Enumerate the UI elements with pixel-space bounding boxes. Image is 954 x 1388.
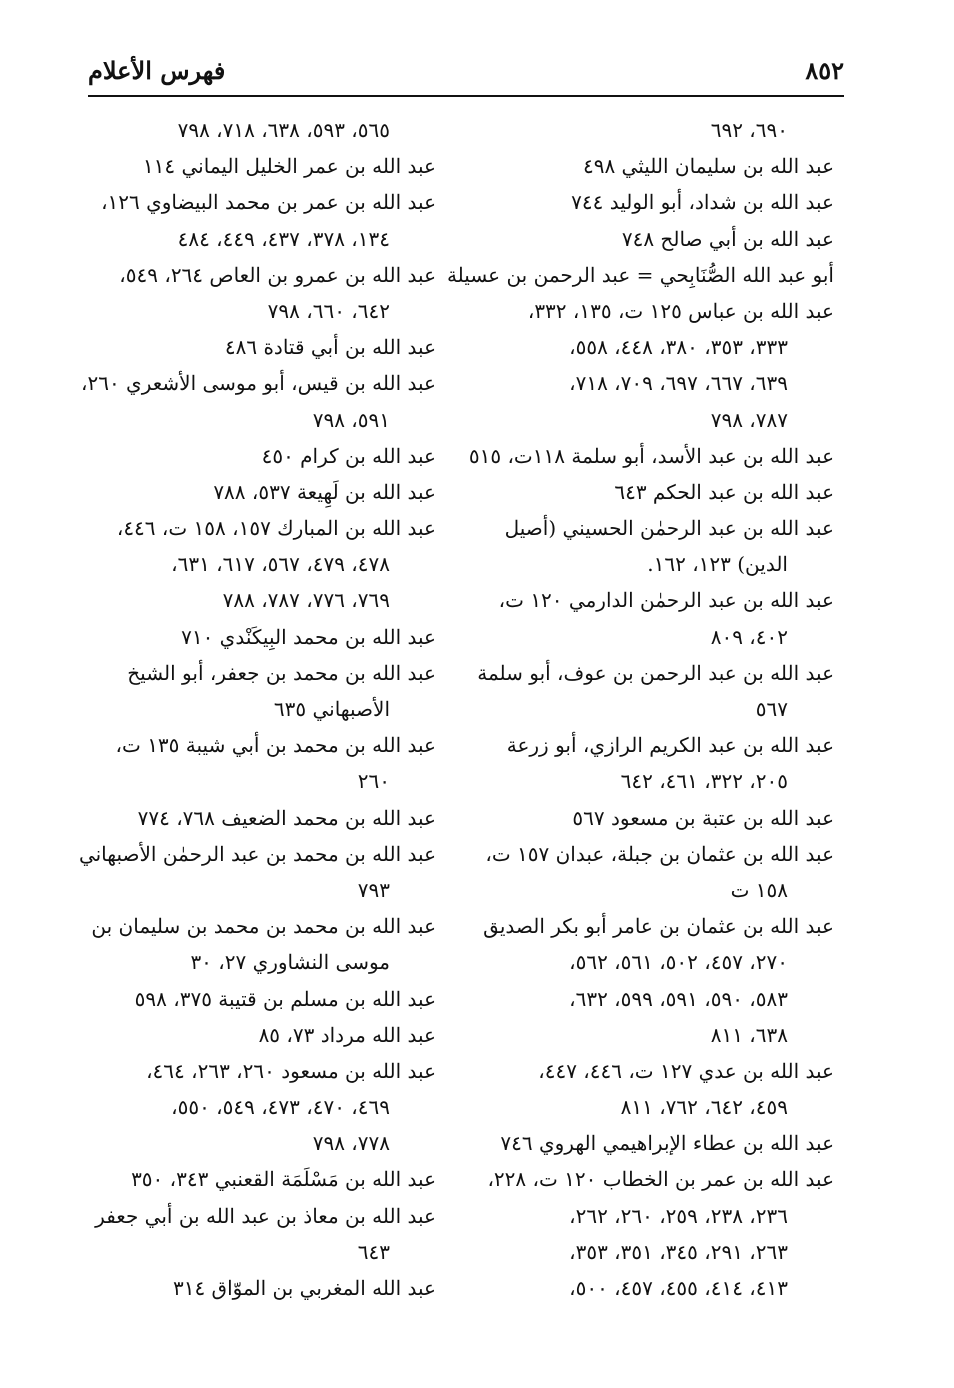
index-entry-continuation: ٢٦٣، ٢٩١، ٣٤٥، ٣٥١، ٣٥٣،	[569, 1239, 788, 1264]
index-entry: عبد الله بن مسلم بن قتيبة ٣٧٥، ٥٩٨	[134, 986, 436, 1011]
index-entry-continuation: ٤٧٨، ٤٧٩، ٥٦٧، ٦١٧، ٦٣١،	[171, 552, 390, 577]
index-entry: عبد الله بن محمد بن أبي شيبة ١٣٥ ت،	[115, 733, 436, 758]
index-entry-continuation: ٥٩١، ٧٩٨	[312, 407, 390, 432]
index-entry: عبد الله بن محمد بن جعفر، أبو الشيخ	[127, 660, 436, 685]
header-rule	[88, 95, 844, 97]
index-entry-continuation: الدين) ١٢٣، ١٦٢.	[647, 552, 788, 577]
index-entry: عبد الله بن مَسْلَمَة القعنبي ٣٤٣، ٣٥٠	[131, 1167, 436, 1192]
index-entry: عبد الله بن أبي قتادة ٤٨٦	[224, 335, 436, 360]
index-entry-continuation: ٣٣٣، ٣٥٣، ٣٨٠، ٤٤٨، ٥٥٨،	[569, 335, 788, 360]
page-number: ٨٥٢	[805, 56, 844, 85]
index-entry-continuation: ٥٦٥، ٥٩٣، ٦٣٨، ٧١٨، ٧٩٨	[177, 118, 390, 142]
index-entry: عبد الله بن معاذ بن عبد الله بن أبي جعفر	[95, 1203, 436, 1228]
index-entry: عبد الله بن عمر الخليل اليماني ١١٤	[142, 154, 436, 179]
index-entry: عبد الله بن كرام ٤٥٠	[261, 443, 436, 468]
index-entry-continuation: ٤١٣، ٤١٤، ٤٥٥، ٤٥٧، ٥٠٠،	[569, 1276, 788, 1300]
index-entry: عبد الله بن عمرو بن العاص ٢٦٤، ٥٤٩،	[119, 262, 436, 287]
running-title: فهرس الأعلام	[88, 56, 226, 85]
index-entry: عبد الله بن مسعود ٢٦٠، ٢٦٣، ٤٦٤،	[146, 1058, 436, 1083]
index-entry-continuation: ٧٧٨، ٧٩٨	[312, 1131, 390, 1156]
index-entry: عبد الله بن عبد الرحمٰن الدارمي ١٢٠ ت،	[498, 588, 834, 613]
index-entry-continuation: ٧٦٩، ٧٧٦، ٧٨٧، ٧٨٨	[222, 588, 390, 613]
index-entry-continuation: ٦٤٣	[357, 1239, 390, 1264]
index-entry-continuation: ٦٩٠، ٦٩٢	[710, 118, 788, 142]
index-entry-continuation: ١٥٨ ت	[730, 877, 788, 902]
index-entry: عبد الله بن عبد الكريم الرازي، أبو زرعة	[506, 733, 834, 758]
index-entry-continuation: ٢٧٠، ٤٥٧، ٥٠٢، ٥٦١، ٥٦٢،	[569, 950, 788, 975]
index-entry: عبد الله بن محمد البِيكَنْدي ٧١٠	[181, 624, 436, 649]
index-entry-continuation: ٦٣٩، ٦٦٧، ٦٩٧، ٧٠٩، ٧١٨،	[569, 371, 788, 396]
index-entry: عبد الله بن عبد الأسد، أبو سلمة ١١٨ت، ٥١٥	[468, 443, 834, 468]
index-entry: عبد الله بن محمد الضعيف ٧٦٨، ٧٧٤	[137, 805, 436, 830]
index-column-right	[446, 112, 834, 1306]
index-entry: عبد الله بن لَهِيعة ٥٣٧، ٧٨٨	[213, 479, 436, 504]
index-entry: عبد الله بن سليمان الليثي ٤٩٨	[582, 154, 834, 179]
index-entry: عبد الله بن عثمان بن عامر أبو بكر الصديق	[483, 914, 834, 939]
index-entry: أبو عبد الله الصُّنَابِحي = عبد الرحمن بن عسيلة	[446, 262, 834, 287]
index-entry: عبد الله بن محمد بن محمد بن سليمان بن	[91, 914, 436, 939]
index-entry: عبد الله بن عبد الرحمن بن عوف، أبو سلمة	[477, 660, 834, 685]
index-column-left	[78, 112, 436, 1306]
index-entry: عبد الله مرداد ٧٣، ٨٥	[258, 1022, 436, 1047]
index-entry-continuation: ٤٠٢، ٨٠٩	[710, 624, 788, 649]
index-entry: عبد الله بن قيس، أبو موسى الأشعري ٢٦٠،	[81, 371, 436, 396]
index-entry-continuation: ٢٦٠	[357, 769, 390, 794]
index-entry: عبد الله بن عدي ١٢٧ ت، ٤٤٦، ٤٤٧،	[538, 1058, 834, 1083]
index-entry-continuation: ٥٦٧	[755, 697, 788, 721]
index-entry: عبد الله بن عبد الرحمٰن الحسيني (أصيل	[504, 516, 834, 541]
index-entry-continuation: الأصبهاني ٦٣٥	[273, 697, 390, 721]
index-entry-continuation: ٤٥٩، ٦٤٢، ٧٦٢، ٨١١	[620, 1095, 788, 1120]
index-entry-continuation: ٧٩٣	[357, 877, 390, 902]
index-entry: عبد الله بن عتبة بن مسعود ٥٦٧	[572, 805, 834, 830]
index-entry: عبد الله بن أبي صالح ٧٤٨	[621, 226, 834, 251]
index-entry-continuation: ٦٣٨، ٨١١	[710, 1022, 788, 1047]
index-entry: عبد الله بن محمد بن عبد الرحمٰن الأصبهاني	[78, 841, 436, 866]
index-entry-continuation: ٧٨٧، ٧٩٨	[710, 407, 788, 432]
index-entry: عبد الله بن شداد، أبو الوليد ٧٤٤	[571, 190, 834, 215]
index-entry-continuation: ٦٤٢، ٦٦٠، ٧٩٨	[267, 298, 390, 323]
index-entry: عبد الله بن عثمان بن جبلة، عبدان ١٥٧ ت،	[485, 841, 834, 866]
index-entry: عبد الله بن عمر بن محمد البيضاوي ١٢٦،	[101, 190, 436, 215]
index-entry: عبد الله بن عطاء الإبراهيمي الهروي ٧٤٦	[500, 1131, 834, 1156]
index-entry: عبد الله بن عباس ١٢٥ ت، ١٣٥، ٣٣٢،	[527, 298, 834, 323]
index-entry-continuation: ٤٦٩، ٤٧٠، ٤٧٣، ٥٤٩، ٥٥٠،	[171, 1095, 390, 1120]
index-entry: عبد الله بن المبارك ١٥٧، ١٥٨ ت، ٤٤٦،	[116, 516, 436, 541]
index-entry-continuation: ٢٣٦، ٢٣٨، ٢٥٩، ٢٦٠، ٢٦٢،	[569, 1203, 788, 1228]
index-entry: عبد الله بن عمر بن الخطاب ١٢٠ ت، ٢٢٨،	[487, 1167, 834, 1192]
index-entry-continuation: ١٣٤، ٣٧٨، ٤٣٧، ٤٤٩، ٤٨٤	[177, 226, 390, 251]
index-entry-continuation: ٥٨٣، ٥٩٠، ٥٩١، ٥٩٩، ٦٣٢،	[569, 986, 788, 1011]
page-header	[88, 56, 844, 90]
index-entry: عبد الله بن عبد الحكم ٦٤٣	[614, 479, 834, 504]
index-entry: عبد الله المغربي بن الموّاق ٣١٤	[172, 1276, 436, 1300]
index-entry-continuation: موسى النشاوري ٢٧، ٣٠	[190, 950, 390, 975]
index-entry-continuation: ٢٠٥، ٣٢٢، ٤٦١، ٦٤٢	[620, 769, 788, 794]
